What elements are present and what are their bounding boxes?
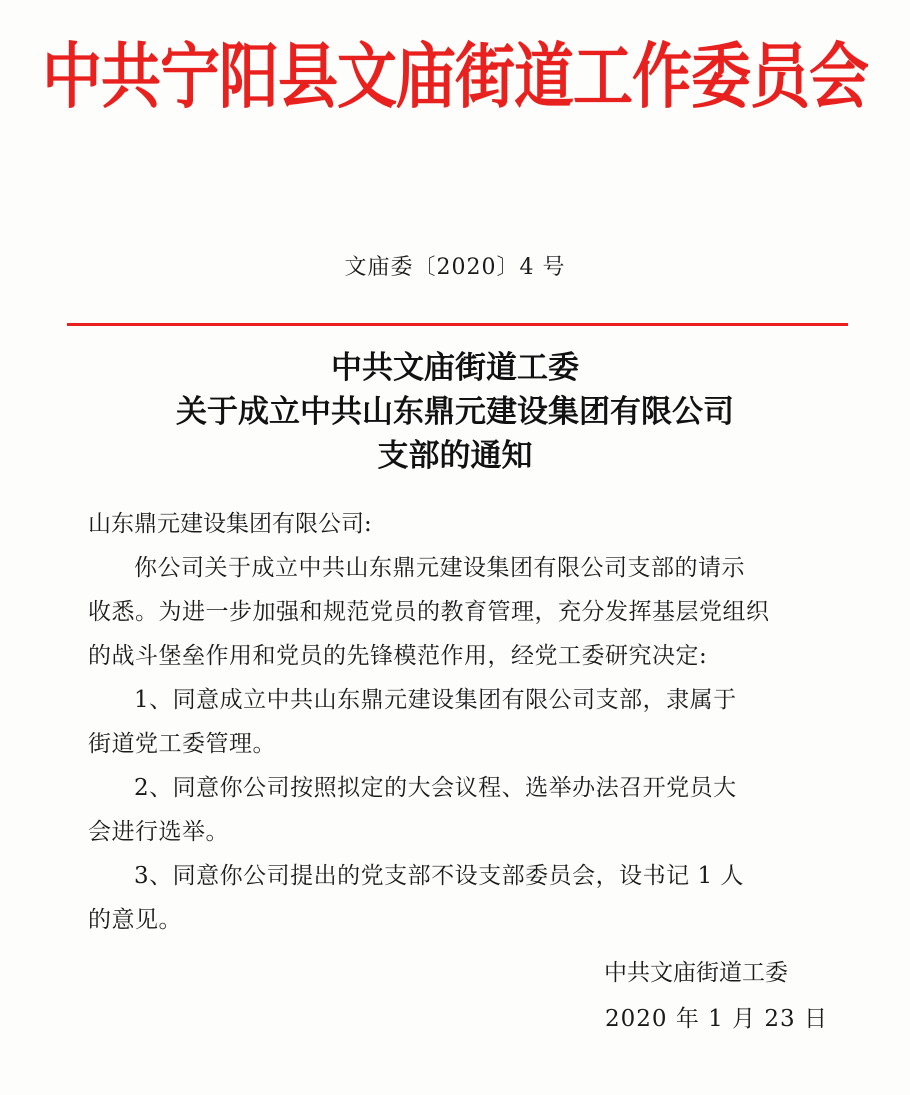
title-line-1: 中共文庙街道工委: [331, 350, 579, 386]
title-line-3: 支部的通知: [377, 438, 533, 474]
paragraph-line: 的意见。: [88, 907, 182, 933]
paragraph-line: 你公司关于成立中共山东鼎元建设集团有限公司支部的请示: [134, 555, 745, 581]
paragraph-item-2: [88, 772, 818, 860]
salutation: 山东鼎元建设集团有限公司:: [88, 511, 372, 537]
masthead-org-name: 中共宁阳县文庙街道工作委员会: [42, 35, 868, 119]
paragraph-line: 收悉。为进一步加强和规范党员的教育管理，充分发挥基层党组织: [88, 599, 770, 625]
paragraph-item-3: [88, 860, 818, 948]
red-divider-line: [67, 323, 848, 326]
document-title: [0, 346, 910, 478]
issue-date: 2020 年 1 月 23 日: [605, 1006, 828, 1032]
paragraph-line: 会进行选举。: [88, 819, 229, 845]
paragraph-line: 的战斗堡垒作用和党员的先锋模范作用，经党工委研究决定:: [88, 643, 708, 669]
title-line-2: 关于成立中共山东鼎元建设集团有限公司: [176, 394, 734, 430]
paragraph-item-1: [88, 684, 818, 772]
paragraph-line: 3、同意你公司提出的党支部不设支部委员会，设书记 1 人: [134, 863, 744, 889]
paragraph-line: 1、同意成立中共山东鼎元建设集团有限公司支部，隶属于: [134, 687, 737, 713]
signature-org: 中共文庙街道工委: [604, 960, 788, 986]
paragraph-line: 2、同意你公司按照拟定的大会议程、选举办法召开党员大: [134, 775, 737, 801]
paragraph-line: 街道党工委管理。: [88, 731, 276, 757]
paragraph-intro: [88, 552, 818, 684]
document-number: 文庙委〔2020〕4 号: [344, 255, 566, 280]
